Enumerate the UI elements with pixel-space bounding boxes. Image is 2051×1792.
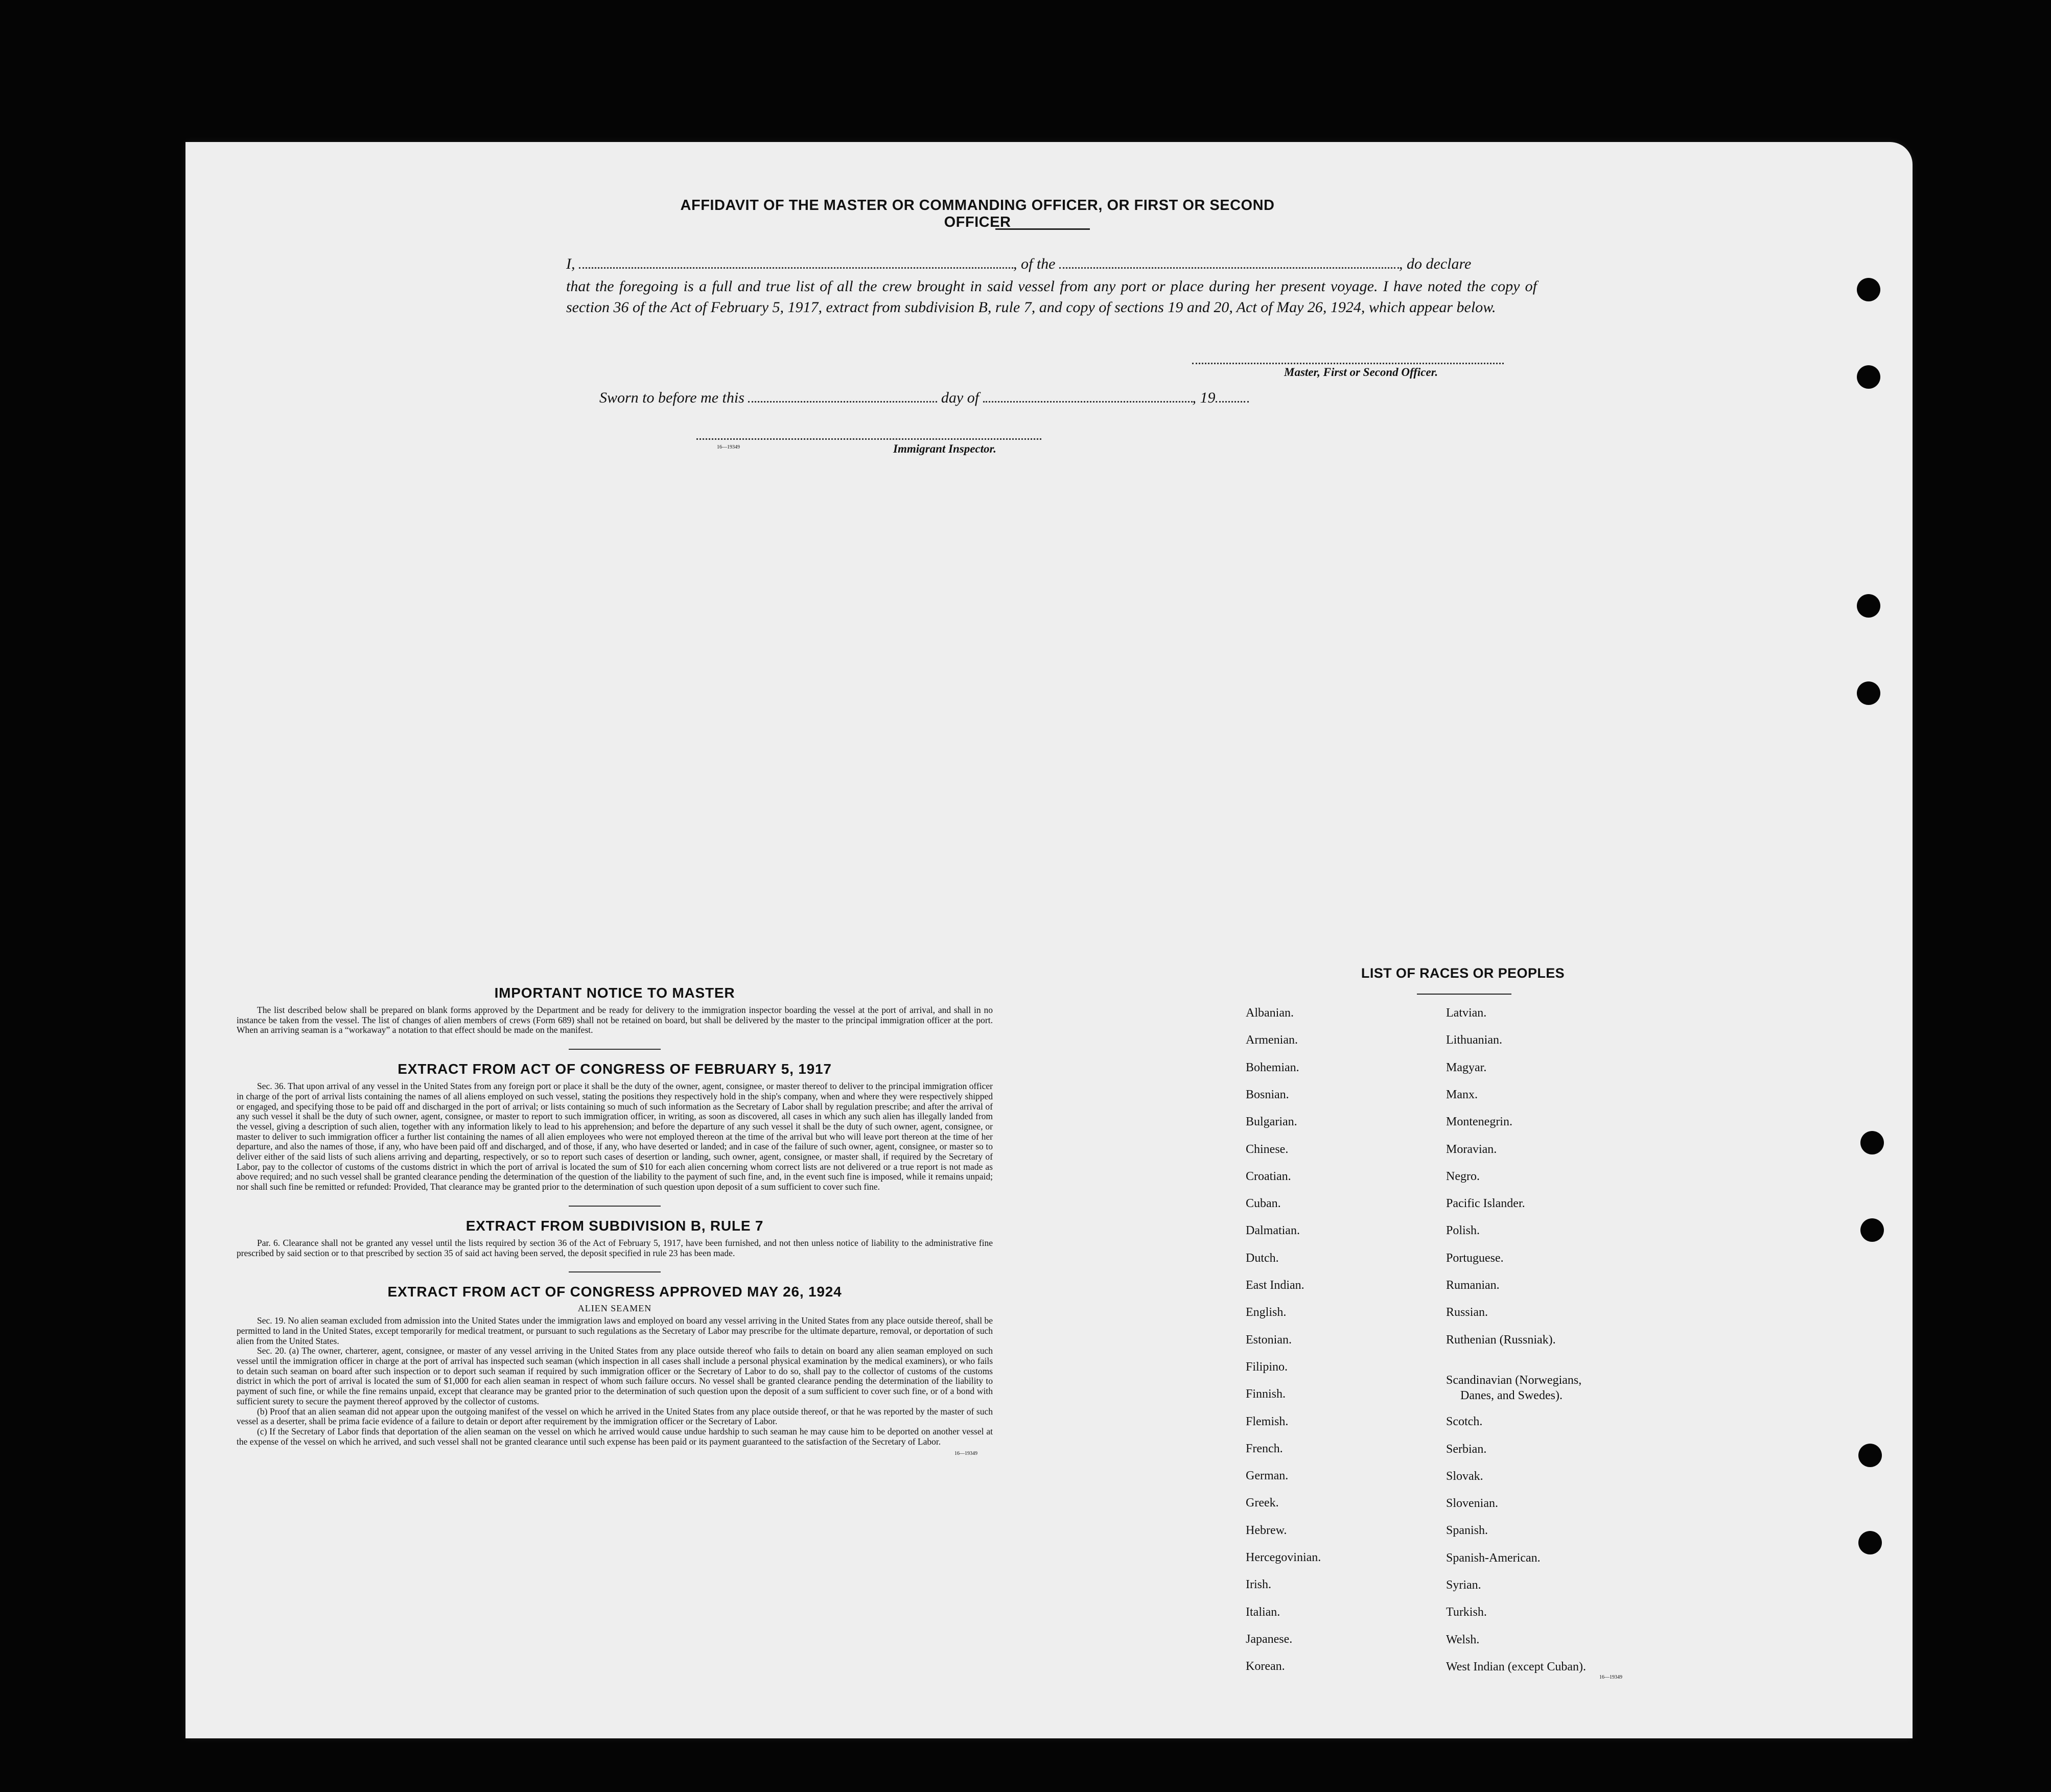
affidavit-title: AFFIDAVIT OF THE MASTER OR COMMANDING OFFICER, OR FIRST OR SECOND OFFICER (680, 197, 1275, 230)
race-item: Welsh. (1446, 1633, 1480, 1646)
separator (569, 1206, 661, 1207)
extract-rule7-title: EXTRACT FROM SUBDIVISION B, RULE 7 (465, 1217, 764, 1234)
race-item: Magyar. (1446, 1060, 1487, 1074)
section-36-text: Sec. 36. That upon arrival of any vessel in the United States from any foreign port or place it shall be the duty of the owner, agent, consignee, or master thereof to deliver to the principal immigration officer in charge of the port of arrival lists containing the names of all aliens employed on such vessel, stating the positions they respectively hold in the ship's company, when and where they were respectively shipped or engaged, and specifying those to be paid off and discharged in the port of arrival; or lists containing so much of such information as the Secretary of Labor shall by regulation prescribe; and after the arrival of any such vessel it shall be the duty of such owner, agent, consignee, or master to report to such immigration officer, in writing, as soon as discovered, all cases in which any such alien has illegally landed from the vessel, giving a description of such alien, together with any information likely to lead to his apprehension; and before the departure of any such vessel it shall be the duty of such owner, agent, consignee, or master to deliver to such immigration officer a further list containing the names of all alien employees who were not employed thereon at the time of the arrival but who will leave port thereon at the time of her departure, and also the names of those, if any, who have been paid off and discharged, and of those, if any, who have deserted or landed; and in case of the failure of such owner, agent, consignee, or master so to deliver either of the said lists of such aliens arriving and departing, respectively, or so to report such cases of desertion or landing, such owner, agent, consignee, or master shall, if required by the Secretary of Labor, pay to the collector of customs of the customs district in which the port of arrival is located the sum of $10 for each alien concerning whom correct lists are not delivered or a true report is not made as above required; and no such vessel shall be granted clearance pending the determination of the question of the liability to the payment of such fine, and, in the event such fine is imposed, while it remains unpaid; nor shall such fine be remitted or refunded: Provided, That clearance may be granted prior to the determination of such question upon deposit of a sum sufficient to cover such fine. (237, 1081, 993, 1192)
race-item: Hebrew. (1246, 1523, 1287, 1537)
form-number: 16—19349 (1599, 1675, 1622, 1680)
race-item: French. (1246, 1442, 1283, 1455)
race-item: Spanish. (1446, 1524, 1488, 1538)
inspector-caption: Immigrant Inspector. (893, 442, 996, 455)
race-item: Bohemian. (1246, 1060, 1299, 1074)
declarant-line (566, 255, 1713, 273)
race-item: Syrian. (1446, 1578, 1481, 1592)
race-item: West Indian (except Cuban). (1446, 1660, 1586, 1673)
race-item: Rumanian. (1446, 1279, 1500, 1292)
extract-1917-title: EXTRACT FROM ACT OF CONGRESS OF FEBRUARY 5, 1917 (398, 1061, 832, 1077)
races-rule (1417, 994, 1511, 995)
race-item: Albanian. (1246, 1006, 1294, 1020)
punch-hole (1860, 1131, 1884, 1154)
notice-column (237, 985, 993, 1456)
of-label: , of the (1013, 255, 1056, 272)
punch-hole (1857, 365, 1880, 389)
name-field[interactable] (579, 265, 1013, 269)
race-item: Filipino. (1246, 1360, 1288, 1374)
race-item: Bulgarian. (1246, 1115, 1297, 1129)
race-item: Finnish. (1246, 1387, 1286, 1401)
punch-hole (1858, 1444, 1882, 1467)
race-item: Moravian. (1446, 1142, 1497, 1156)
title-rule (995, 228, 1090, 230)
race-item: Turkish. (1446, 1606, 1487, 1619)
sworn-year-field[interactable] (1216, 399, 1249, 403)
alien-seamen-subtitle: ALIEN SEAMEN (577, 1303, 652, 1314)
race-item: Scandinavian (Norwegians, (1446, 1373, 1582, 1387)
race-item: Italian. (1246, 1605, 1280, 1619)
race-item: Hercegovinian. (1246, 1551, 1321, 1564)
race-item: Irish. (1246, 1578, 1271, 1592)
form-sheet (185, 142, 1913, 1738)
vessel-field[interactable] (1059, 265, 1399, 269)
section-20a-text: Sec. 20. (a) The owner, charterer, agent, consignee, or master of any vessel arriving in the United States from any place outside thereof who fails to detain on board any alien seaman employed on such vessel until the immigration officer in charge at the port of arrival has inspected such seaman (which inspection in all cases shall include a personal physical examination by the medical examiners), or who fails to detain such seaman on board after such inspection or to deport such seaman if required by such immigration officer or the Secretary of Labor to do so, shall pay to the collector of customs of the customs district in which the port of arrival is located the sum of $1,000 for each alien seaman in respect of whom such failure occurs. No vessel shall be granted clearance pending the determination of the liability to payment of such fine, or while the fine remains unpaid, except that clearance may be granted prior to the determination of such question upon the deposit of a sum sufficient to cover such fine, or of a bond with sufficient surety to secure the payment thereof approved by the collector of customs. (237, 1346, 993, 1406)
pronoun-label: I, (566, 255, 575, 272)
race-item: Bosnian. (1246, 1088, 1289, 1101)
sworn-month-field[interactable] (983, 399, 1193, 403)
races-title: LIST OF RACES OR PEOPLES (1361, 965, 1565, 981)
year-label: , 19 (1192, 389, 1216, 406)
master-caption: Master, First or Second Officer. (1284, 366, 1438, 379)
race-item: Ruthenian (Russniak). (1446, 1333, 1556, 1347)
section-20c-text: (c) If the Secretary of Labor finds that deportation of the alien seaman on the vessel on which he arrived would cause undue hardship to such seaman he may cause him to be deported on another vessel at the expense of the vessel on which he arrived, and such vessel shall not be granted clearance until such expense has been paid or its payment guaranteed to the satisfaction of the Secretary of Labor. (237, 1426, 993, 1447)
race-item: Flemish. (1246, 1414, 1289, 1428)
affidavit-paragraph: that the foregoing is a full and true list of all the crew brought in said vessel from any port or place during her present voyage. I have noted the copy of section 36 of the Act of February 5, 1917, extract from subdivision B, rule 7, and copy of sections 19 and 20, Act of May 26, 1924, which appear below. (566, 278, 1537, 316)
race-item: Japanese. (1246, 1632, 1293, 1646)
master-signature-field[interactable] (1192, 363, 1504, 364)
race-item: Slovenian. (1446, 1497, 1498, 1511)
race-item: Danes, and Swedes). (1460, 1388, 1563, 1402)
sworn-day-field[interactable] (748, 399, 937, 403)
race-item: Scotch. (1446, 1415, 1483, 1429)
notice-title: IMPORTANT NOTICE TO MASTER (494, 985, 735, 1001)
section-20b-text: (b) Proof that an alien seaman did not appear upon the outgoing manifest of the vessel on which he arrived in the United States from any place outside thereof, or that he was reported by the master of such vessel as a deserter, shall be prima facie evidence of a failure to detain or deport after requirement by the immigration officer or the Secretary of Labor. (237, 1406, 993, 1427)
race-item: Polish. (1446, 1224, 1480, 1238)
day-of-label: day of (941, 389, 980, 406)
punch-hole (1857, 278, 1880, 301)
race-item: Cuban. (1246, 1197, 1281, 1211)
race-item: Greek. (1246, 1496, 1279, 1510)
race-item: German. (1246, 1469, 1289, 1483)
form-number: 16—19349 (717, 444, 740, 450)
race-item: Manx. (1446, 1088, 1478, 1101)
race-item: Latvian. (1446, 1006, 1487, 1020)
race-item: Estonian. (1246, 1333, 1292, 1347)
punch-hole (1857, 594, 1880, 618)
race-item: Montenegrin. (1446, 1115, 1512, 1129)
sworn-line (599, 389, 1746, 407)
race-item: Dutch. (1246, 1251, 1279, 1265)
race-item: Russian. (1446, 1306, 1488, 1319)
extract-1924-title: EXTRACT FROM ACT OF CONGRESS APPROVED MAY 26, 1924 (387, 1284, 842, 1300)
race-item: Negro. (1446, 1169, 1480, 1183)
race-item: Slovak. (1446, 1469, 1483, 1483)
punch-hole (1858, 1531, 1882, 1554)
race-item: Spanish-American. (1446, 1551, 1541, 1565)
race-item: Armenian. (1246, 1033, 1298, 1047)
notice-text: The list described below shall be prepared on blank forms approved by the Department and be ready for delivery to the immigration inspector boarding the vessel at the port of arrival, and shall in no instance be taken from the vessel. The list of changes of alien members of crews (Form 689) shall not be retained on board, but shall be delivered by the master to the principal immigration officer at the port. When an arriving seaman is a “workaway” a notation to that effect should be made on the manifest. (237, 1005, 993, 1035)
race-item: Lithuanian. (1446, 1033, 1502, 1047)
rule-7-text: Par. 6. Clearance shall not be granted any vessel until the lists required by section 36 of the Act of February 5, 1917, have been furnished, and not then unless notice of liability to the administrative fine prescribed by said section or to that prescribed by section 35 of said act having been served, the deposit specified in rule 23 has been made. (237, 1237, 993, 1258)
race-item: Portuguese. (1446, 1251, 1504, 1265)
race-item: Dalmatian. (1246, 1224, 1300, 1238)
race-item: Pacific Islander. (1446, 1197, 1525, 1211)
sworn-label: Sworn to before me this (599, 389, 744, 406)
race-item: Serbian. (1446, 1442, 1487, 1456)
punch-hole (1857, 681, 1880, 705)
race-item: Korean. (1246, 1660, 1285, 1673)
race-item: East Indian. (1246, 1279, 1304, 1292)
race-item: English. (1246, 1306, 1287, 1319)
race-item: Croatian. (1246, 1169, 1291, 1183)
separator (569, 1271, 661, 1272)
separator (569, 1049, 661, 1050)
punch-hole (1860, 1218, 1884, 1242)
inspector-signature-field[interactable] (696, 438, 1041, 440)
declare-label: , do declare (1399, 255, 1472, 272)
race-item: Chinese. (1246, 1142, 1289, 1156)
section-19-text: Sec. 19. No alien seaman excluded from admission into the United States under the immigration laws and employed on board any vessel arriving in the United States from any place outside thereof, shall be permitted to land in the United States, except temporarily for medical treatment, or pursuant to such regulations as the Secretary of Labor may prescribe for the ultimate departure, removal, or deportation of such alien from the United States. (237, 1315, 993, 1346)
form-number: 16—19349 (954, 1451, 977, 1457)
